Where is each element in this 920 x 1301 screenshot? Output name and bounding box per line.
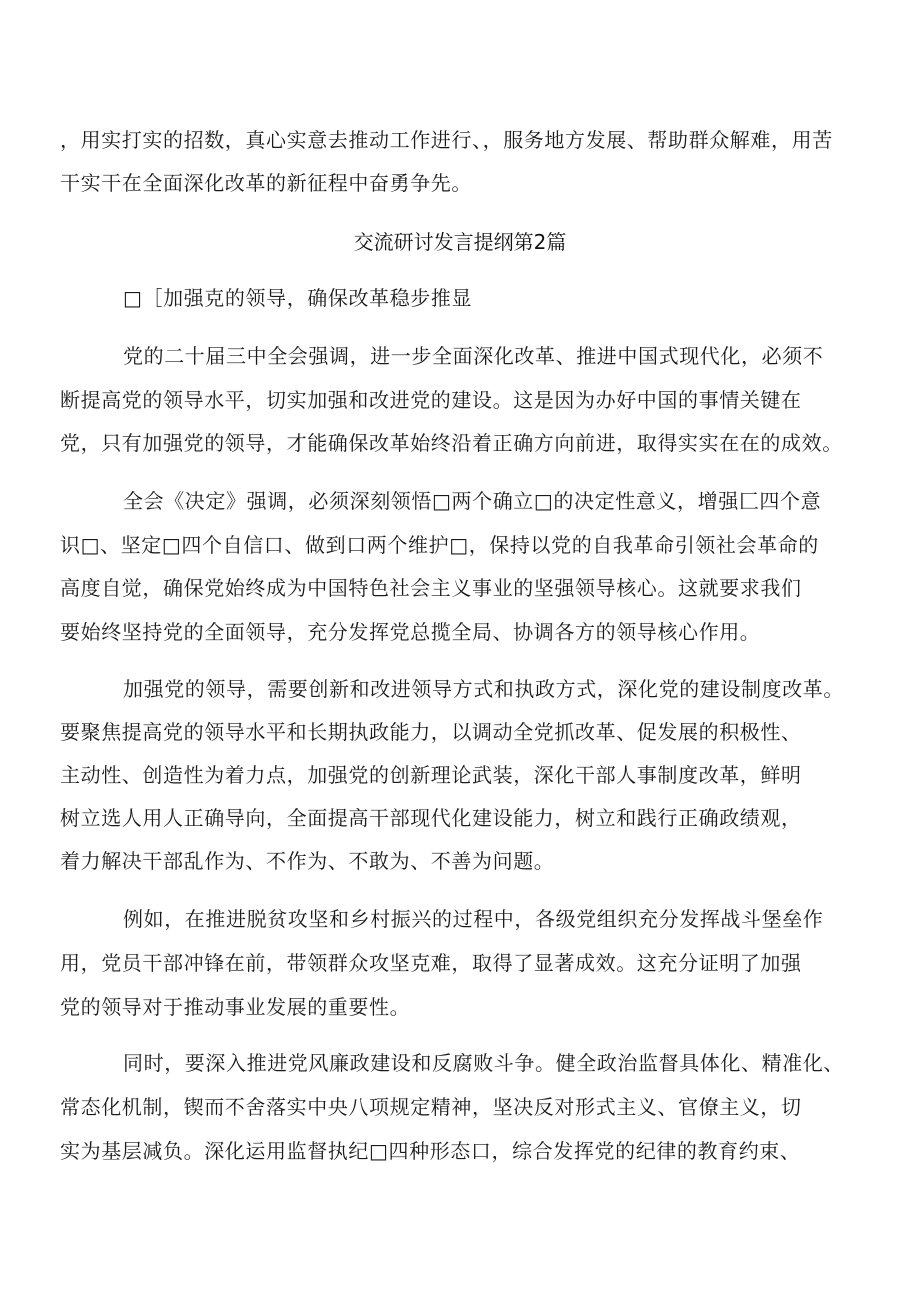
paragraph-2-line-1: 全会《决定》强调，必须深刻领悟□两个确立□的决定性意义，增强匚四个意 (123, 489, 822, 513)
section-heading: □［加强克的领导，确保改革稳步推显 (123, 286, 473, 310)
intro-line-2: 干实干在全面深化改革的新征程中奋勇争先。 (60, 171, 472, 195)
paragraph-3-line-4: 树立选人用人正确导向，全面提高干部现代化建设能力，树立和践行正确政绩观， (60, 806, 802, 830)
paragraph-4-line-1: 例如，在推进脱贫攻坚和乡村振兴的过程中，各级党组织充分发挥战斗堡垒作 (123, 907, 824, 931)
paragraph-3-line-1: 加强党的领导，需要创新和改进领导方式和执政方式，深化党的建设制度改革。 (123, 677, 844, 701)
section-title: 交流研讨发言提纲第2篇 (353, 230, 567, 254)
paragraph-3-line-2: 要聚焦提高党的领导水平和长期执政能力，以调动全党抓改革、促发展的积极性、 (60, 720, 802, 744)
paragraph-1-line-1: 党的二十届三中全会强调，进一步全面深化改革、推进中国式现代化，必须不 (123, 344, 824, 368)
paragraph-3-line-5: 着力解决干部乱作为、不作为、不敢为、不善为问题。 (60, 849, 555, 873)
paragraph-1-line-2: 断提高党的领导水平，切实加强和改进党的建设。这是因为办好中国的事情关键在 (60, 388, 802, 412)
paragraph-4-line-3: 党的领导对于推动事业发展的重要性。 (60, 995, 411, 1019)
paragraph-1-line-3: 党，只有加强党的领导，才能确保改革始终沿着正确方向前进，取得实实在在的成效。 (60, 431, 843, 455)
paragraph-4-line-2: 用，党员干部冲锋在前，带领群众攻坚克难，取得了显著成效。这充分证明了加强 (60, 951, 802, 975)
paragraph-3-line-3: 主动性、创造性为着力点，加强党的创新理论武装，深化干部人事制度改革，鲜明 (60, 763, 802, 787)
intro-line-1: ，用实打实的招数，真心实意去推动工作进行、，服务地方发展、帮助群众解难，用苦 (60, 128, 833, 152)
paragraph-5-line-2: 常态化机制，锲而不舍落实中央八项规定精神，坚决反对形式主义、官僚主义，切 (60, 1095, 802, 1119)
paragraph-5-line-1: 同时，要深入推进党风廉政建设和反腐败斗争。健全政治监督具体化、精准化、 (123, 1051, 844, 1075)
paragraph-2-line-4: 要始终坚持党的全面领导，充分发挥党总揽全局、协调各方的领导核心作用。 (60, 620, 761, 644)
paragraph-5-line-3: 实为基层减负。深化运用监督执纪□四种形态口，综合发挥党的纪律的教育约束、 (60, 1139, 801, 1163)
paragraph-2-line-2: 识□、坚定□四个自信口、做到口两个维护□，保持以党的自我革命引领社会革命的 (60, 533, 819, 557)
paragraph-2-line-3: 高度自觉，确保党始终成为中国特色社会主义事业的坚强领导核心。这就要求我们 (60, 576, 802, 600)
